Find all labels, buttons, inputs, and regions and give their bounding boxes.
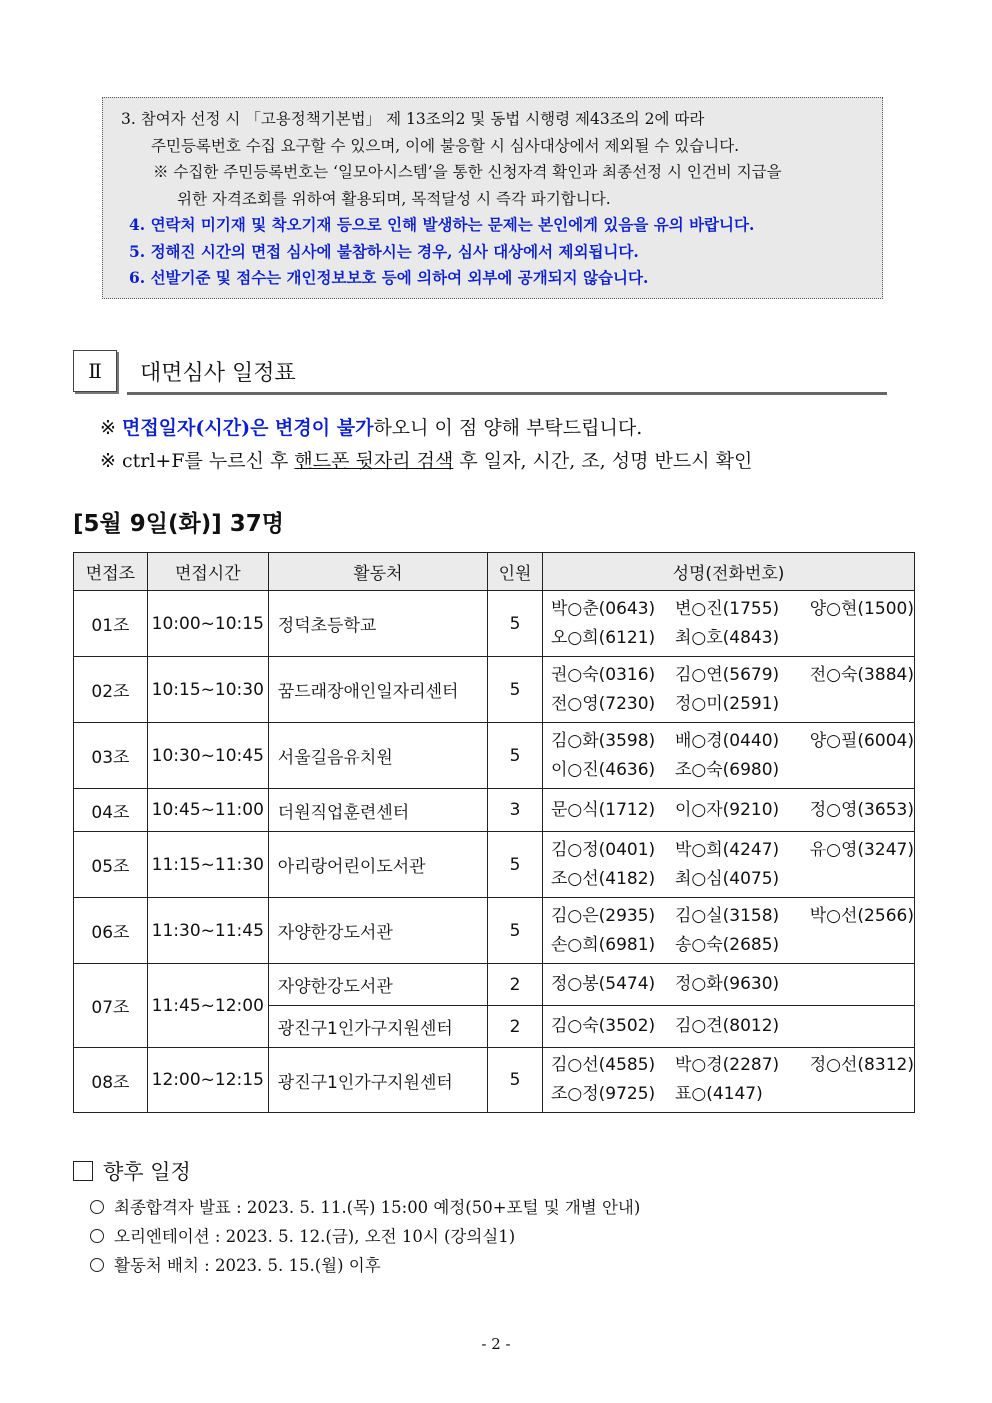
- person-entry: 박○희(4247): [674, 839, 780, 860]
- group-cell: 06조: [74, 898, 148, 964]
- count-cell: 5: [488, 723, 543, 789]
- count-cell: 2: [488, 1006, 543, 1048]
- header-names: 성명(전화번호): [542, 553, 914, 591]
- time-cell: 11:15~11:30: [147, 832, 268, 898]
- future-schedule-title: 향후 일정: [73, 1156, 191, 1186]
- names-cell: [542, 591, 914, 657]
- notice-item-6: 6. 선발기준 및 점수는 개인정보보호 등에 의하여 외부에 공개되지 않습니다.: [129, 268, 649, 287]
- header-group: 면접조: [74, 553, 148, 591]
- notice-item-3-cont: 주민등록번호 수집 요구할 수 있으며, 이에 불응할 시 심사대상에서 제외될 수 있습니다.: [151, 136, 740, 155]
- names-line: [551, 931, 914, 960]
- person-entry: 김○숙(3502): [550, 1016, 656, 1036]
- org-cell: 서울길음유치원: [268, 723, 487, 789]
- names-line: [551, 1080, 914, 1109]
- person-entry: 박○춘(0643): [550, 598, 656, 619]
- org-cell: 광진구1인가구지원센터: [268, 1006, 487, 1048]
- section-divider: [127, 392, 887, 395]
- person-entry: 정○화(9630): [674, 974, 780, 994]
- table-header-row: [74, 553, 915, 591]
- person-entry: 권○숙(0316): [550, 664, 656, 685]
- names-line: [551, 836, 914, 865]
- names-cell: [542, 723, 914, 789]
- names-cell: [542, 789, 914, 832]
- person-entry: 손○희(6981): [550, 934, 656, 955]
- count-cell: 3: [488, 789, 543, 832]
- person-entry: 김○실(3158): [674, 905, 780, 926]
- person-entry: 김○견(8012): [674, 1016, 780, 1036]
- page-number: - 2 -: [481, 1335, 511, 1353]
- table-row: [74, 1048, 915, 1113]
- count-cell: 5: [488, 1048, 543, 1113]
- person-entry: 조○정(9725): [550, 1084, 656, 1104]
- circle-bullet-icon: [90, 1200, 104, 1214]
- circle-bullet-icon: [90, 1258, 104, 1272]
- notice-item-3: 3. 참여자 선정 시 「고용정책기본법」 제 13조의2 및 동법 시행령 제43조의 2에 따라: [121, 110, 705, 128]
- time-cell: 11:45~12:00: [147, 964, 268, 1048]
- names-cell: [542, 1006, 914, 1048]
- person-entry: 유○영(3247): [809, 839, 914, 860]
- table-row: [74, 964, 915, 1006]
- person-entry: 오○희(6121): [550, 627, 656, 648]
- table-row: [74, 832, 915, 898]
- notice-item-4: 4. 연락처 미기재 및 착오기재 등으로 인해 발생하는 문제는 본인에게 있음을 유의 바랍니다.: [129, 215, 755, 234]
- person-entry: 이○진(4636): [550, 759, 656, 780]
- names-line: [551, 661, 914, 690]
- group-cell: 02조: [74, 657, 148, 723]
- names-line: [551, 796, 914, 825]
- count-cell: 5: [488, 591, 543, 657]
- names-cell: [542, 832, 914, 898]
- names-line: [551, 902, 914, 931]
- group-cell: 04조: [74, 789, 148, 832]
- person-entry: 정○영(3653): [809, 799, 914, 820]
- person-entry: 정○미(2591): [674, 693, 780, 714]
- org-cell: 자양한강도서관: [268, 964, 487, 1006]
- day-title: [5월 9일(화)] 37명: [73, 511, 284, 537]
- person-entry: 배○경(0440): [674, 730, 780, 751]
- names-line: [551, 1012, 914, 1041]
- group-cell: 01조: [74, 591, 148, 657]
- names-cell: [542, 657, 914, 723]
- checkbox-square-icon: [73, 1161, 93, 1181]
- time-cell: 10:45~11:00: [147, 789, 268, 832]
- person-entry: 김○화(3598): [550, 730, 656, 751]
- names-line: [551, 756, 914, 785]
- person-entry: 김○은(2935): [550, 905, 656, 926]
- notice-box: [102, 97, 883, 299]
- circle-bullet-icon: [90, 1229, 104, 1243]
- table-row: [74, 657, 915, 723]
- time-cell: 12:00~12:15: [147, 1048, 268, 1113]
- person-entry: 김○선(4585): [550, 1055, 656, 1075]
- count-cell: 2: [488, 964, 543, 1006]
- person-entry: 변○진(1755): [674, 598, 780, 619]
- person-entry: 박○경(2287): [674, 1055, 780, 1075]
- table-row: [74, 898, 915, 964]
- names-line: [551, 624, 914, 653]
- names-line: [551, 970, 914, 999]
- count-cell: 5: [488, 898, 543, 964]
- section-number: Ⅱ: [73, 350, 117, 392]
- section-title: 대면심사 일정표: [140, 361, 296, 386]
- note-highlight: 면접일자(시간)은 변경이 불가: [121, 417, 374, 439]
- count-cell: 5: [488, 832, 543, 898]
- header-count: 인원: [488, 553, 543, 591]
- person-entry: 박○선(2566): [809, 905, 914, 926]
- person-entry: 김○연(5679): [674, 664, 780, 685]
- person-entry: 문○식(1712): [550, 799, 656, 820]
- person-entry: 최○호(4843): [674, 627, 780, 648]
- group-cell: 05조: [74, 832, 148, 898]
- org-cell: 자양한강도서관: [268, 898, 487, 964]
- person-entry: 정○선(8312): [809, 1055, 914, 1075]
- person-entry: 전○숙(3884): [809, 664, 914, 685]
- names-line: [551, 727, 914, 756]
- person-entry: 조○숙(6980): [674, 759, 780, 780]
- person-entry: 표○(4147): [674, 1084, 763, 1104]
- schedule-table: [73, 552, 915, 1113]
- future-item: 활동처 배치 : 2023. 5. 15.(월) 이후: [90, 1252, 381, 1276]
- names-cell: [542, 964, 914, 1006]
- future-item: 최종합격자 발표 : 2023. 5. 11.(목) 15:00 예정(50+포털 및 개별 안내): [90, 1194, 640, 1218]
- person-entry: 양○필(6004): [809, 730, 914, 751]
- note-search-tip: ※ ctrl+F를 누르신 후 핸드폰 뒷자리 검색 후 일자, 시간, 조, 성명 반드시 확인: [100, 450, 753, 472]
- org-cell: 광진구1인가구지원센터: [268, 1048, 487, 1113]
- names-cell: [542, 1048, 914, 1113]
- org-cell: 정덕초등학교: [268, 591, 487, 657]
- future-item: 오리엔테이션 : 2023. 5. 12.(금), 오전 10시 (강의실1): [90, 1223, 515, 1247]
- names-line: [551, 595, 914, 624]
- person-entry: 이○자(9210): [674, 799, 780, 820]
- note-schedule-fixed: ※ 면접일자(시간)은 변경이 불가하오니 이 점 양해 부탁드립니다.: [100, 417, 643, 439]
- names-line: [551, 690, 914, 719]
- time-cell: 10:15~10:30: [147, 657, 268, 723]
- person-entry: 조○선(4182): [550, 868, 656, 889]
- person-entry: 송○숙(2685): [674, 934, 780, 955]
- time-cell: 10:00~10:15: [147, 591, 268, 657]
- names-line: [551, 865, 914, 894]
- header-time: 면접시간: [147, 553, 268, 591]
- person-entry: 양○현(1500): [809, 598, 914, 619]
- notice-item-5: 5. 정해진 시간의 면접 심사에 불참하시는 경우, 심사 대상에서 제외됩니다.: [129, 241, 639, 261]
- names-line: [551, 1051, 914, 1080]
- table-row: [74, 723, 915, 789]
- org-cell: 아리랑어린이도서관: [268, 832, 487, 898]
- person-entry: 김○정(0401): [550, 839, 656, 860]
- notice-item-3-note-cont: 위한 자격조회를 위하여 활용되며, 목적달성 시 즉각 파기합니다.: [177, 189, 611, 208]
- table-row: [74, 789, 915, 832]
- org-cell: 더원직업훈련센터: [268, 789, 487, 832]
- person-entry: 최○심(4075): [674, 868, 780, 889]
- table-row: [74, 591, 915, 657]
- group-cell: 08조: [74, 1048, 148, 1113]
- org-cell: 꿈드래장애인일자리센터: [268, 657, 487, 723]
- header-org: 활동처: [268, 553, 487, 591]
- notice-item-3-note: ※ 수집한 주민등록번호는 ‘일모아시스템’을 통한 신청자격 확인과 최종선정 시 인건비 지급을: [153, 163, 782, 181]
- person-entry: 전○영(7230): [550, 693, 656, 714]
- person-entry: 정○봉(5474): [550, 974, 656, 994]
- note-underline: 핸드폰 뒷자리 검색: [294, 450, 454, 472]
- time-cell: 11:30~11:45: [147, 898, 268, 964]
- time-cell: 10:30~10:45: [147, 723, 268, 789]
- count-cell: 5: [488, 657, 543, 723]
- names-cell: [542, 898, 914, 964]
- group-cell: 03조: [74, 723, 148, 789]
- group-cell: 07조: [74, 964, 148, 1048]
